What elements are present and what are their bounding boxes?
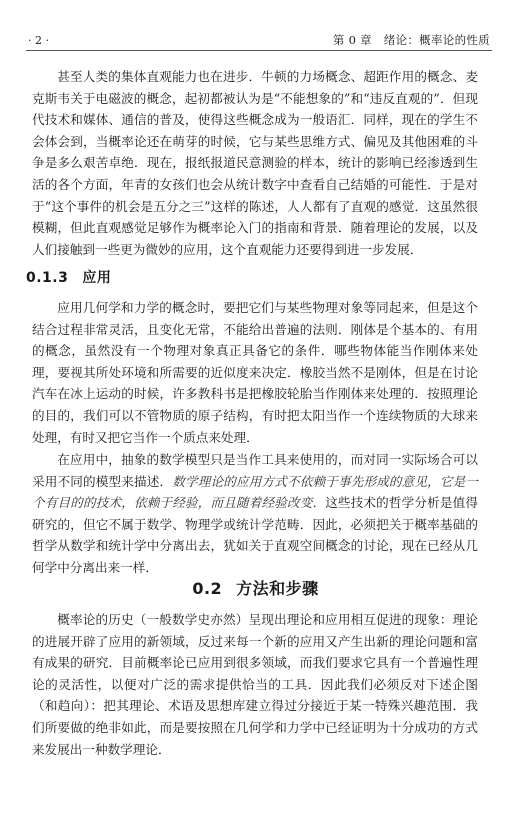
models-quote: 数学理论的应用方式不依赖于事先形成的意见，它是一个有目的的技术，依赖于经验，而且随着经验改变．: [32, 473, 479, 511]
paragraph-applications: 应用几何学和力学的概念时，要把它们与某些物理对象等同起来，但是这个结合过程非常灵活，且变化无常，不能给出普遍的法则．刚体是个基本的、有用的概念，虽然没有一个物理对象真正具备它的条件．哪些物体能当作刚体来处理，要视其所处环境和所需要的近似度来决定．橡胶当然不是刚体，但是在讨论汽车在冰上运动的时候，许多教科书是把橡胶轮胎当作刚体来处理的．按照理论的目的，我们可以不管物质的原子结构，有时把太阳当作一个连续物质的大球来处理，有时又把它当作一个质点来处理．: [32, 300, 478, 445]
section-title: 方法和步骤: [236, 579, 319, 598]
section-number: 0.2: [192, 579, 223, 598]
subsection-heading: [26, 267, 111, 287]
paragraph-models: [32, 449, 478, 579]
subsection-number: 0.1.3: [26, 270, 69, 286]
subsection-title: 应用: [82, 270, 112, 286]
chapter-title: 第 0 章 绪论：概率论的性质: [332, 33, 490, 47]
page-header: [26, 30, 492, 51]
page-number: · 2 ·: [28, 34, 49, 47]
section-heading: [0, 576, 511, 599]
models-text-a: 在应用中，抽象的数学模型只是当作工具来使用的，而对同一实际场合可以采用不同的模型来描述．: [32, 452, 478, 489]
models-text-b: 这些技术的哲学分析是值得研究的，但它不属于数学、物理学或统计学范畴．因此，必须把关于概率基础的哲学从数学和统计学中分离出去，犹如关于直观空间概念的讨论，现在已经从几何学中分离出来一样．: [32, 495, 479, 575]
paragraph-collective-intuition: 甚至人类的集体直观能力也在进步．牛顿的力场概念、超距作用的概念、麦克斯韦关于电磁波的概念，起初都被认为是“不能想象的”和“违反直观的”．但现代技术和媒体、通信的普及，使得这些概念成为一般语汇．同样，现在的学生不会体会到，当概率论还在萌芽的时候，它与某些思维方式、偏见及其他困难的斗争是多么艰苦卓绝．现在，报纸报道民意测验的样本，统计的影响已经渗透到生活的各个方面，年青的女孩们也会从统计数字中查看自己结婚的可能性．于是对于“这个事件的机会是五分之三”这样的陈述，人人都有了直观的感觉．这虽然很模糊，但此直观感觉足够作为概率论入门的指南和背景．随着理论的发展，以及人们接触到一些更为微妙的应用，这个直观能力还要得到进一步发展．: [32, 69, 478, 257]
paragraph-method: 概率论的历史（一般数学史亦然）呈现出理论和应用相互促进的现象：理论的进展开辟了应用的新领域，反过来每一个新的应用又产生出新的理论问题和富有成果的研究．目前概率论已应用到很多领域，而我们要求它具有一个普遍性理论的灵活性，以便对广泛的需求提供恰当的工具．因此我们必须反对下述企图（和趋向）：把其理论、术语及思想库建立得过分接近于某一特殊兴趣范围．我们所要做的绝非如此，而是要按照在几何学和力学中已经证明为十分成功的方式来发展出一种数学理论．: [32, 612, 478, 757]
